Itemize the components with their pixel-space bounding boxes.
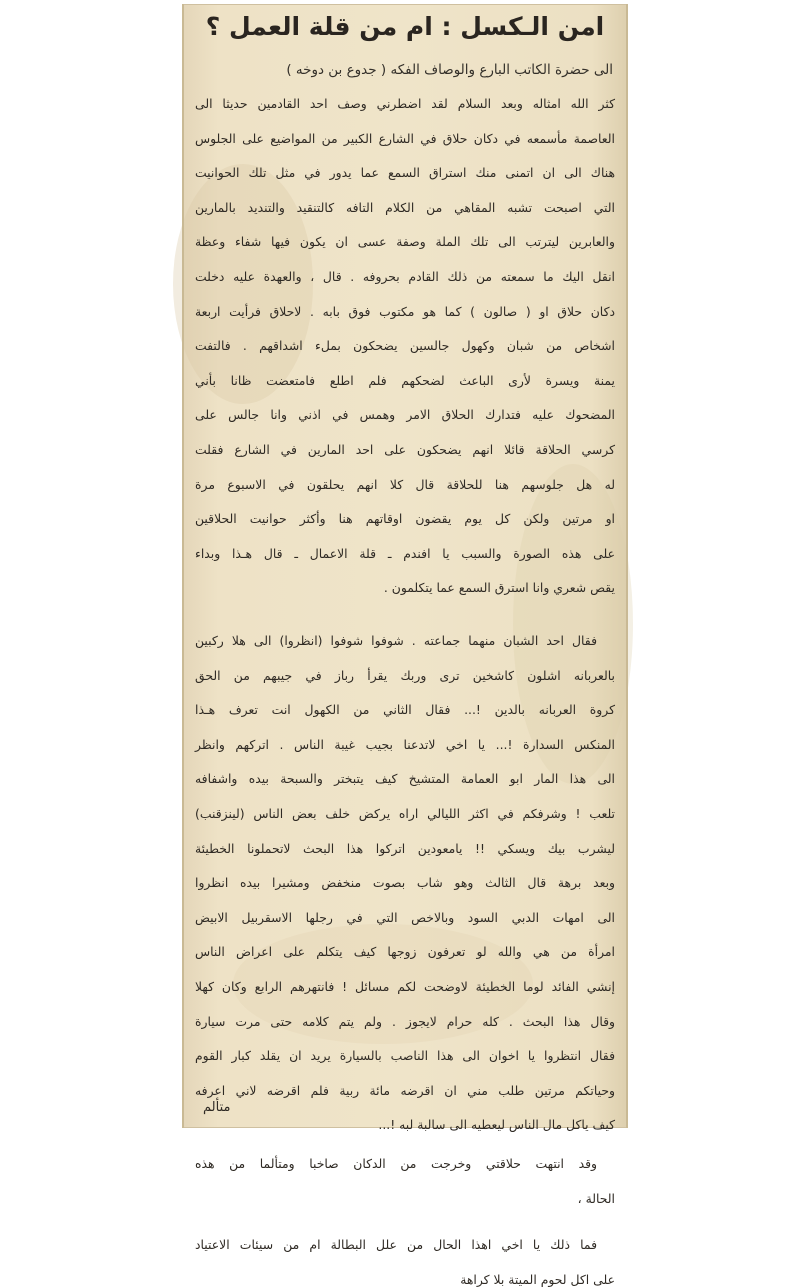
text-line: فقال احد الشبان منهما جماعته . شوفوا شوفوا (انظروا) الى هلا ركبين [195, 633, 597, 648]
text-line: ليشرب بيك ويسكي !! يامعودين اتركوا هذا البحث لاتحملونا الخطيئة [195, 840, 615, 856]
text-line: وبعد برهة قال الثالث وهو شاب بصوت منخفض ومشيرا بيده انظروا [195, 875, 615, 891]
text-line: بالعربانه اشلون كاشخين ترى وربك يقرأ رباز في جيبهم من الحق [195, 667, 615, 683]
text-line: على هذه الصورة والسبب يا افندم ـ قلة الاعمال ـ قال هـذا وبداء [195, 545, 615, 561]
text-line: المضحوك عليه فتدارك الحلاق الامر وهمس في اذني وانا جالس على [195, 407, 615, 423]
text-line: والعابرين ليترتب الى تلك الملة وصفة عسى ان يكون فيها شفاء وعظة [195, 234, 615, 250]
article-title: امن الـكسل : ام من قلة العمل ؟ [205, 12, 605, 41]
text-line: الى امهات الدبي السود وبالاخص التي في رجلها الاسقربيل الابيض [195, 909, 615, 925]
article-signature: متألم [203, 1100, 231, 1115]
text-line: كرسي الحلاقة قائلا انهم يضحكون على احد المارين في الشارع فقلت [195, 442, 615, 457]
text-line: وحياتكم مرتين طلب مني ان اقرضه مائة ربية فلم اقرضه لاني اعرفه [195, 1082, 615, 1098]
text-line: تلعب ! وشرفكم في اكثر الليالي اراه يركض خلف بعض الناس (لينزقنب) [195, 806, 615, 821]
text-line: وقد انتهت حلاقتي وخرجت من الدكان صاخبا ومتألما من هذه [195, 1156, 597, 1171]
text-line: إنشي الفائد لوما الخطيئة لاوضحت لكم مسائل ! فانتهرهم الرابع وكان كهلا [195, 979, 615, 994]
text-line: كروة العربانه بالدين !... فقال الثاني من الكهول انت تعرف هـذا [195, 702, 615, 718]
text-line: هناك الى ان اتمنى منك استراق السمع عما يدور في مثل تلك الحوانيت [195, 165, 615, 181]
text-line: كثر الله امثاله وبعد السلام لقد اضطرني وصف احد القادمين حديثا الى [195, 96, 615, 111]
text-line: امرأة من هي والله لو تعرفون زوجها كيف يتكلم على اعراض الناس [195, 944, 615, 960]
article-dedication: الى حضرة الكاتب البارع والوصاف الفكه ( جدوع بن دوخه ) [286, 62, 613, 78]
text-line: فقال انتظروا يا اخوان الى هذا الناصب بالسيارة يريد ان يقلد كبار القوم [195, 1048, 615, 1064]
text-line: التي اصبحت تشبه المقاهي من الكلام التافه كالتنقيد والتنديد بالمارين [195, 199, 615, 215]
text-line: وقال هذا البحث . كله حرام لايجوز . ولم يتم كلامه حتى مرت سيارة [195, 1013, 615, 1029]
text-line: دكان حلاق او ( صالون ) كما هو مكتوب فوق بابه . لاحلاق فرأيت اربعة [195, 303, 615, 319]
text-line: اشخاص من شبان وكهول جالسين يضحكون بملء اشداقهم . فالتفت [195, 338, 615, 354]
text-line: على اكل لحوم الميتة بلا كراهة [460, 1271, 615, 1287]
text-line: انقل اليك ما سمعته من ذلك القادم بحروفه . قال ، والعهدة عليه دخلت [195, 269, 615, 284]
text-line: المنكس السدارة !... يا اخي لاتدعنا بجيب غيبة الناس . اتركهم وانظر [195, 736, 615, 752]
text-line: العاصمة مأسمعه في دكان حلاق في الشارع الكبير من المواضيع على الجلوس [195, 130, 615, 146]
text-line: كيف ياكل مال الناس ليعطيه الى سالبة لبه !... [378, 1117, 615, 1133]
text-line: الحالة ، [577, 1190, 615, 1206]
newspaper-clipping [183, 4, 627, 1287]
text-line: الى هذا المار ابو العمامة المتشيخ كيف يتبختر والسبحة بيده واشفافه [195, 771, 615, 787]
text-line: او مرتين ولكن كل يوم يقضون اوقاتهم هنا وأكثر حوانيت الحلاقين [195, 511, 615, 527]
text-line: يمنة ويسرة لأرى الباعث لضحكهم فلم اطلع فامتعضت ظانا بأني [195, 372, 615, 388]
text-line: فما ذلك يا اخي اهذا الحال من علل البطالة ام من سيئات الاعتياد [195, 1237, 597, 1253]
text-line: يقص شعري وانا استرق السمع عما يتكلمون . [383, 580, 615, 596]
text-line: له هل جلوسهم هنا للحلاقة قال كلا انهم يحلقون في الاسبوع مرة [195, 476, 615, 492]
